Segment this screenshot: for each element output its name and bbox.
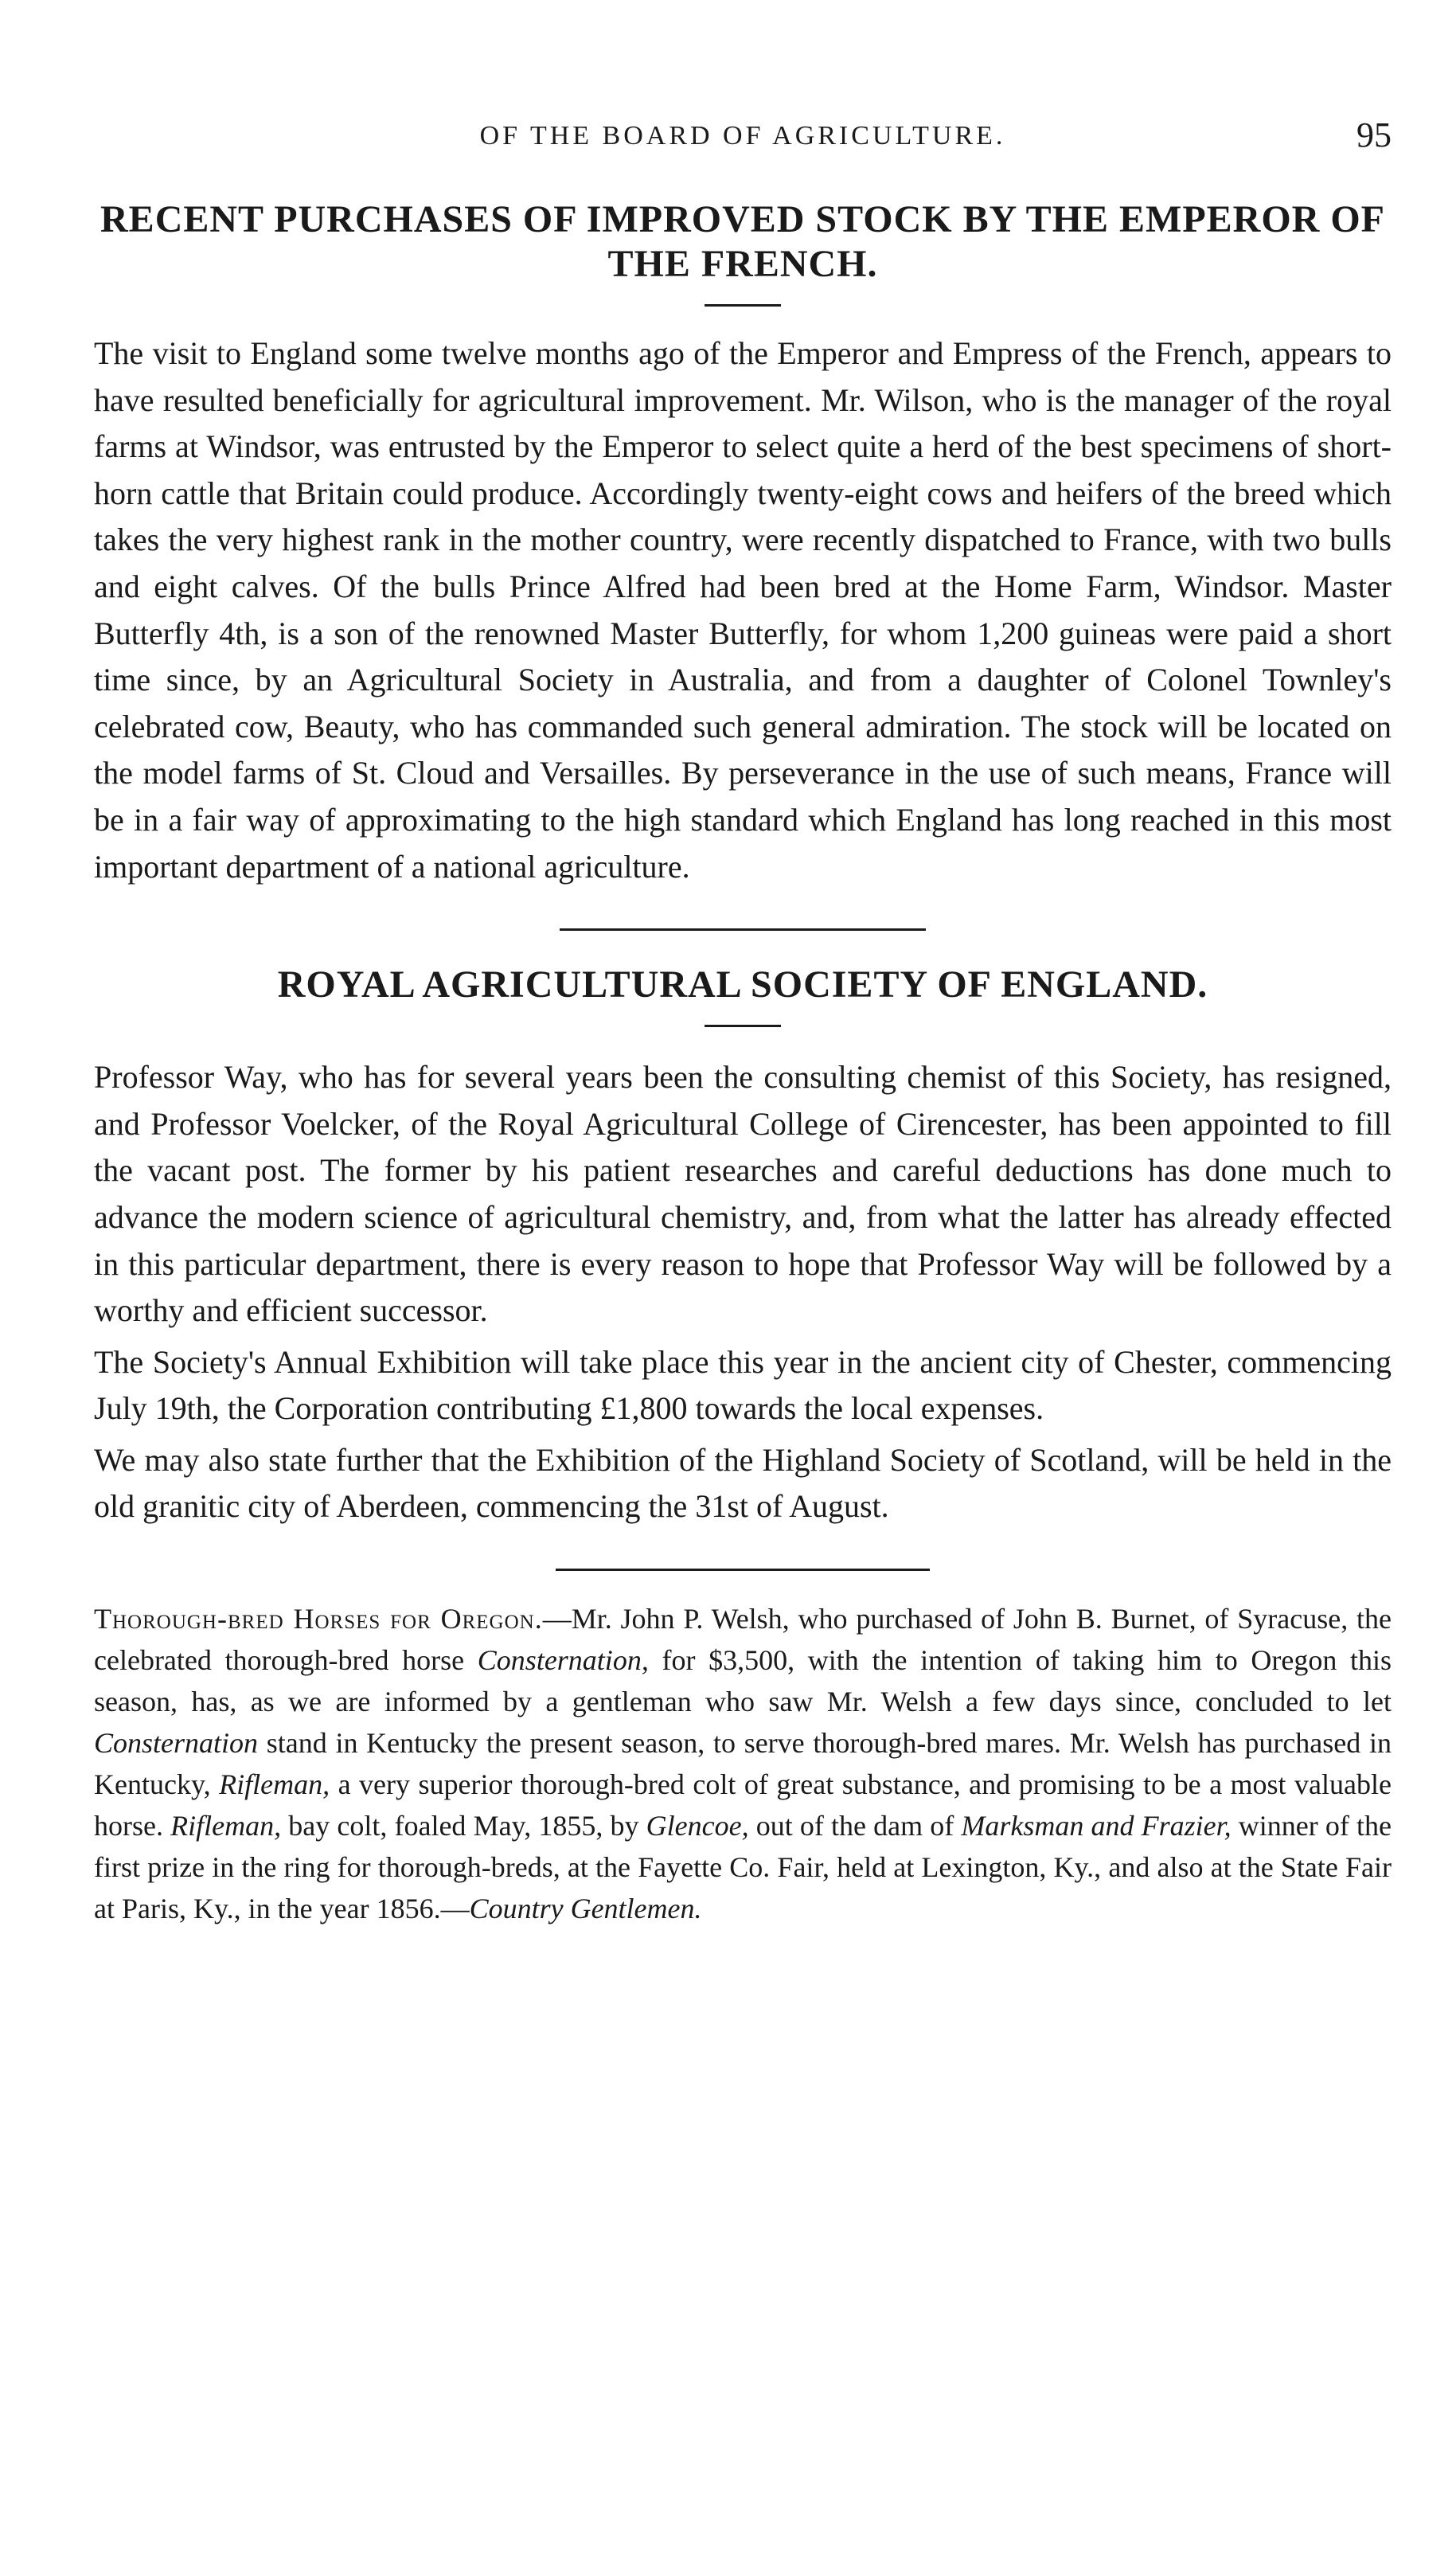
text-run: for $3,500, with the intention of taking him to Oregon this season, has, as we are informed by a gentleman who saw Mr. Welsh a few days since, concluded to let xyxy=(94,1644,1392,1718)
running-title: OF THE BOARD OF AGRICULTURE. xyxy=(479,121,1006,150)
text-run: bay colt, foaled May, 1855, by xyxy=(281,1810,646,1842)
paragraph-annual-exhibition: The Society's Annual Exhibition will take place this year in the ancient city of Chester, commencing July 19th, the Corporation contributing £1,800 towards the local expenses. xyxy=(94,1343,1392,1427)
text-run: stand in Kentucky the present season, to serve thorough-bred mares. Mr. Welsh has purchased in Kentucky, xyxy=(94,1727,1392,1801)
section-title-royal-society: ROYAL AGRICULTURAL SOCIETY OF ENGLAND. xyxy=(277,963,1208,1006)
page-number: 95 xyxy=(1356,115,1392,154)
italic-horse-name: Consternation xyxy=(94,1727,259,1760)
running-head xyxy=(94,115,1392,167)
text-run: a very superior thorough-bred colt of great substance, and promising to be a most valuable horse. xyxy=(94,1768,1392,1842)
title-underline-rule xyxy=(705,304,781,307)
paragraph-highland-society: We may also state further that the Exhibition of the Highland Society of Scotland, will be held in the old granitic city of Aberdeen, commencing the 31st of August. xyxy=(94,1441,1392,1525)
title-underline-rule xyxy=(705,1025,781,1027)
italic-horse-name: Rifleman, xyxy=(170,1810,282,1842)
italic-source-citation: Country Gentlemen. xyxy=(469,1893,702,1925)
text-run: out of the dam of xyxy=(748,1810,962,1842)
italic-horse-name: Marksman and Frazier, xyxy=(961,1810,1232,1842)
section-divider-rule xyxy=(556,1569,930,1571)
paragraph-run-in-heading: Thorough-bred Horses for Oregon. xyxy=(94,1603,543,1635)
text-run: —Mr. John P. Welsh, who purchased of John B. Burnet, of Syracuse, the celebrated thorough-bred horse xyxy=(94,1603,1392,1677)
italic-horse-name: Consternation, xyxy=(477,1644,649,1677)
document-page xyxy=(94,0,1392,1929)
section-title-recent-purchases: RECENT PURCHASES OF IMPROVED STOCK BY THE EMPEROR OF THE FRENCH. xyxy=(100,198,1385,285)
italic-horse-name: Glencoe, xyxy=(646,1810,749,1842)
text-run: winner of the first prize in the ring for thorough-breds, at the Fayette Co. Fair, held at Lexington, Ky., and also at the State Fair at Paris, Ky., in the year 1856.— xyxy=(94,1810,1392,1925)
paragraph-thorough-bred-horses xyxy=(94,1598,1392,1929)
paragraph-professor-way: Professor Way, who has for several years been the consulting chemist of this Society, has resigned, and Professor Voelcker, of the Royal Agricultural College of Cirencester, has been appointed to fill the vacant post. The former by his patient researches and careful deductions has done much to advance the modern science of agricultural chemistry, and, from what the latter has already effected in this particular department, there is every reason to hope that Professor Way will be followed by a worthy and efficient successor. xyxy=(94,1059,1392,1329)
paragraph-recent-purchases: The visit to England some twelve months ago of the Emperor and Empress of the French, appears to have resulted beneficially for agricultural improvement. Mr. Wilson, who is the manager of the royal farms at Windsor, was entrusted by the Emperor to select quite a herd of the best specimens of short-horn cattle that Britain could produce. Accordingly twenty-eight cows and heifers of the breed which takes the very highest rank in the mother country, were recently dispatched to France, with two bulls and eight calves. Of the bulls Prince Alfred had been bred at the Home Farm, Windsor. Master Butterfly 4th, is a son of the renowned Master Butterfly, for whom 1,200 guineas were paid a short time since, by an Agricultural Society in Australia, and from a daughter of Colonel Townley's celebrated cow, Beauty, who has commanded such general admiration. The stock will be located on the model farms of St. Cloud and Versailles. By perseverance in the use of such means, France will be in a fair way of approximating to the high standard which England has long reached in this most important department of a national agriculture. xyxy=(94,335,1392,885)
section-divider-rule xyxy=(560,928,926,931)
italic-horse-name: Rifleman, xyxy=(219,1768,330,1801)
